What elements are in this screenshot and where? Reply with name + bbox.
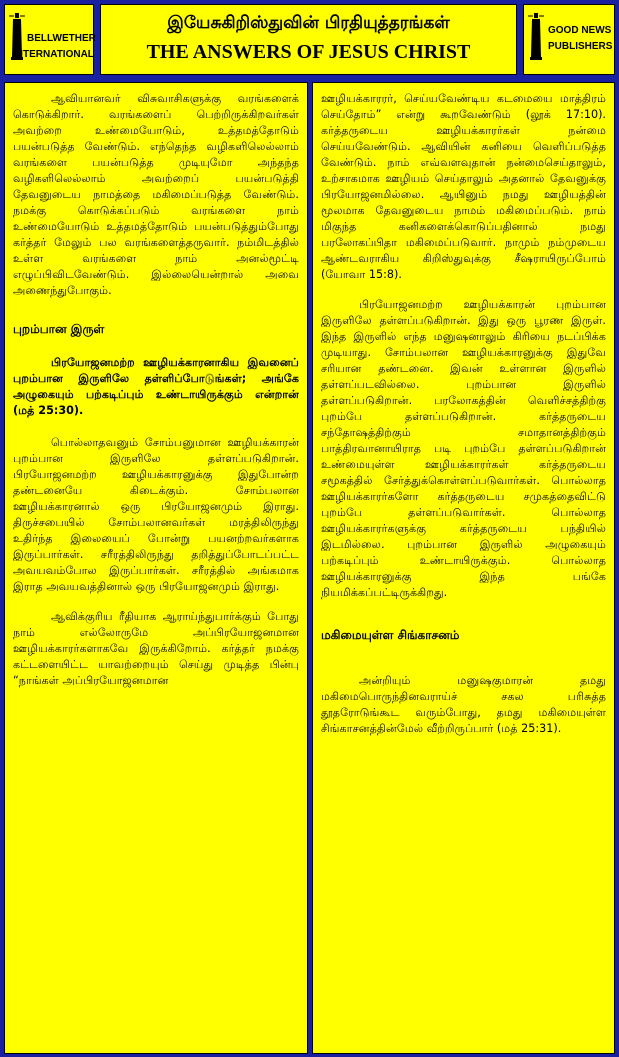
left-paragraph-1: ஆவியானவர் விசுவாசிகளுக்கு வரங்களைக் கொடுக்கிறார். வரங்களைப் பெற்றிருக்கிறவர்கள் அவற்றை உண்மையோடும், உத்தமத்தோடும் பயன்படுத்த வேண்டும். எந்தெந்த வழிகளிலெல்லாம் வரங்களை பயன்படுத்த முடியுமோ அந்தந்த வழிகளிலெல்லாம் அவற்றைப் பயன்படுத்தி தேவனுடைய நாமத்தை மகிமைப்படுத்த வேண்டும். நமக்கு கொடுக்கப்படும் வரங்களை நாம் உண்மையோடும் உத்தமத்தோடும் பயன்படுத்தும்போது கர்த்தர் மேலும் பல வரங்களைத்தருவார். நம்மிடத்தில் உள்ள வரங்களை நாம் அனல்மூட்டி எழுப்பிவிடவேண்டும். இல்லையென்றால் அவை அணைந்துபோகும். (13, 92, 299, 297)
lighthouse-icon (528, 13, 544, 61)
logo-left-line2: INTERNATIONAL (13, 49, 94, 60)
right-paragraph-2: பிரயோஜனமற்ற ஊழியக்காரன் புறம்பான இருளிலே தள்ளப்படுகிறான். இது ஒரு பூரண இருள். இந்த இருளில் எந்த மனுஷனாலும் கிரியை நடப்பிக்க முடியாது. சோம்பலான ஊழியக்காரனுக்கு இதுவே சரியான தண்டனை. இவன் உள்ளான இருளில் தள்ளப்படவில்லை. புறம்பான இருளில் தள்ளப்படுகிறான். பரலோகத்தின் வெளிச்சத்திற்கு புறம்பே தள்ளப்படுகிறான். கர்த்தருடைய சந்தோஷத்திற்கும் சமாதானத்திற்கும் பாத்திரவானாயிராத படி புறம்பே தள்ளப்படுகிறான் உண்மையுள்ள ஊழியக்காரர்கள் கர்த்தருடைய சமூகத்தில் சேர்த்துக்கொள்ளப்படுவார்கள். பொல்லாத ஊழியக்காரர்களோ கர்த்தருடைய சமுகத்தைவிட்டு புறம்பே தள்ளப்படுவார்கள். பொல்லாத ஊழியக்காரர்களுக்கு கர்த்தருடைய பந்தியில் இடமில்லை. புறம்பான இருளில் அழுகையும் பற்கடிப்பும் உண்டாயிருக்கும். பொல்லாத ஊழியக்காரனுக்கு இந்த பங்கே நியமிக்கப்பட்டிருக்கிறது. (321, 298, 606, 599)
bellwether-logo (4, 4, 94, 75)
logo-left-line1: BELLWETHER (27, 33, 96, 44)
logo-right-line1: GOOD NEWS (548, 25, 612, 36)
page-header (0, 0, 619, 79)
right-paragraph-1: ஊழியக்காரரர், செய்யவேண்டிய கடமையை மாத்திரம் செய்தோம்” என்று கூறவேண்டும் (லூக் 17:10). கர்த்தருடைய ஊழியக்காரர்கள் நன்மை செய்யவேண்டும். ஆவியின் கனியை வெளிப்படுத்த வேண்டும். நாம் எவ்வளவுதான் நன்மைசெய்தாலும், உற்சாகமாக ஊழியம் செய்தாலும் அதனால் தேவனுக்கு பிரயோஜனமில்லை. ஆயினும் நமது ஊழியத்தின் மூலமாக தேவனுடைய நாமம் மகிமைப்படும். நாம் மிகுந்த கனிகளைக்கொடுப்பதினால் நமது பரலோகப்பிதா மகிமைப்படுவார். நாமும் நம்முடைய ஆண்டவராகிய கிறிஸ்துவுக்கு சீஷராயிருப்போம் (யோவா 15:8). (321, 92, 606, 281)
right-paragraph-3: அன்றியும் மனுஷகுமாரன் தமது மகிமைபொருந்தினவராய்ச் சகல பரிசுத்த தூதரோடுங்கூட வரும்போது, தமது மகிமையுள்ள சிங்காசனத்தின்மேல் வீற்றிருப்பார் (மத் 25:31). (321, 674, 606, 735)
section-heading-outer-darkness: புறம்பான இருள் (13, 322, 105, 336)
left-paragraph-3: ஆவிக்குரிய ரீதியாக ஆராய்ந்துபார்க்கும் போது நாம் எல்லோருமே அப்பிரயோஜனமான ஊழியக்காரர்களாகவே இருக்கிறோம். கர்த்தர் நமக்கு கட்டளையிட்ட யாவற்றையும் செய்து முடித்த பின்பு “நாங்கள் அப்பிரயோஜனமான (13, 610, 299, 687)
title-box (100, 4, 517, 75)
left-paragraph-2: பொல்லாதவனும் சோம்பனுமான ஊழியக்காரன் புறம்பான இருளிலே தள்ளப்படுகிறான். பிரயோஜனமற்ற ஊழியக்காரனுக்கு இதுபோன்ற தண்டனையே கிடைக்கும். சோம்பலான ஊழியக்காரனால் ஒரு பிரயோஜனமும் இராது. திருச்சபையில் சோம்பலானவர்கள் மரத்திலிருந்து உதிர்ந்த இலையைப் போன்று பயனற்றவர்களாக இருப்பார்கள். சரீரத்திலிருந்து தறித்துப்போடப்பட்ட அவயவம்போல இருப்பார்கள். சரீரத்தில் அங்கமாக இராத அவயவத்தினால் ஒரு பிரயோஜனமும் இராது. (13, 436, 299, 593)
left-column (4, 82, 308, 1054)
title-tamil: இயேசுகிறிஸ்துவின் பிரதியுத்தரங்கள் (167, 13, 450, 33)
scripture-quote: பிரயோஜனமற்ற ஊழியக்காரனாகிய இவனைப் புறம்பான இருளிலே தள்ளிப்போடுங்கள்; அங்கே அழுகையும் பற்கடிப்பும் உண்டாயிருக்கும் என்றான் (மத் 25:30). (13, 356, 299, 417)
logo-right-line2: PUBLISHERS (548, 41, 613, 52)
good-news-logo (523, 4, 615, 75)
title-english: THE ANSWERS OF JESUS CHRIST (146, 41, 471, 63)
right-column (312, 82, 615, 1054)
section-heading-glorious-throne: மகிமையுள்ள சிங்காசனம் (321, 628, 460, 642)
